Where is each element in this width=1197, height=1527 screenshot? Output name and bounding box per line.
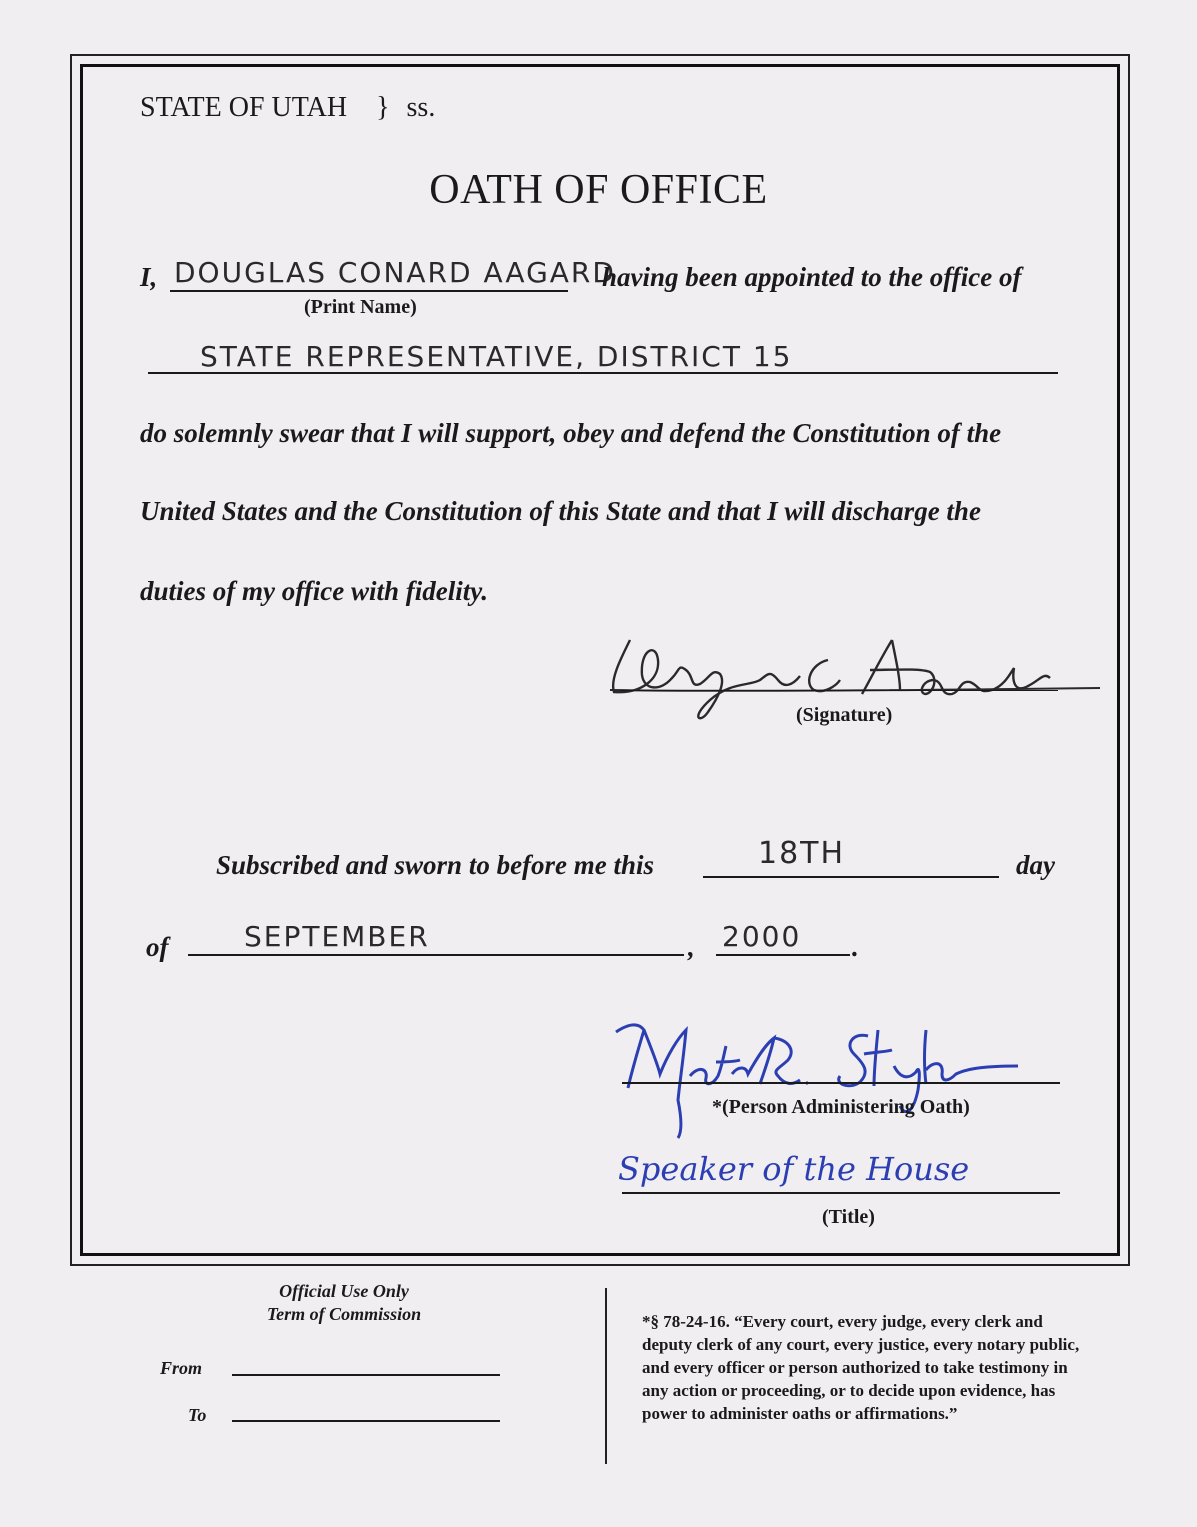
administrator-line — [622, 1082, 1060, 1084]
statute-line-2: deputy clerk of any court, every justice, every notary public, — [642, 1335, 1080, 1354]
oath-body-line-3: duties of my office with fidelity. — [140, 576, 488, 606]
signature-line — [620, 690, 1058, 691]
to-line — [232, 1420, 500, 1422]
day-label: day — [1016, 850, 1055, 880]
oath-body-line-1: do solemnly swear that I will support, obey and defend the Constitution of the — [140, 418, 1002, 448]
title-value: Speaker of the House — [618, 1150, 970, 1188]
month-value: SEPTEMBER — [244, 920, 430, 953]
oath-prefix: I, — [140, 262, 158, 292]
office-value: STATE REPRESENTATIVE, DISTRICT 15 — [200, 340, 793, 373]
sworn-text: Subscribed and sworn to before me this — [216, 850, 655, 880]
print-name-caption: (Print Name) — [304, 296, 417, 318]
month-comma: , — [688, 932, 695, 962]
statute-line-1: *§ 78-24-16. “Every court, every judge, every clerk and — [642, 1312, 1043, 1331]
oath-body-line-2: United States and the Constitution of this State and that I will discharge the — [140, 496, 981, 526]
statute-line-5: power to administer oaths or affirmations.” — [642, 1404, 958, 1423]
year-line — [716, 954, 850, 956]
footer-divider — [605, 1288, 607, 1464]
page-title: OATH OF OFFICE — [429, 167, 768, 213]
day-value: 18TH — [758, 836, 846, 871]
appointed-text: having been appointed to the office of — [602, 262, 1022, 292]
title-line — [622, 1192, 1060, 1194]
from-label: From — [160, 1358, 203, 1378]
of-label: of — [146, 932, 169, 962]
title-caption: (Title) — [822, 1206, 875, 1228]
year-value: 2000 — [722, 920, 802, 953]
name-line — [170, 290, 568, 292]
administrator-caption: *(Person Administering Oath) — [712, 1096, 970, 1118]
from-line — [232, 1374, 500, 1376]
statute-line-4: any action or proceeding, or to decide upon evidence, has — [642, 1381, 1056, 1400]
statute-line-3: and every officer or person authorized to take testimony in — [642, 1358, 1068, 1377]
state-heading — [140, 92, 435, 124]
ss-label: ss. — [406, 92, 436, 123]
state-label: STATE OF UTAH — [140, 92, 348, 123]
printed-name: DOUGLAS CONARD AAGARD — [174, 256, 616, 289]
statute-note — [642, 1310, 1079, 1425]
office-line — [148, 372, 1058, 374]
to-label: To — [188, 1405, 207, 1425]
month-line — [188, 954, 684, 956]
administrator-signature — [608, 1010, 1028, 1140]
brace: } — [376, 92, 390, 123]
official-use-label: Official Use Only — [279, 1281, 409, 1301]
signature-caption: (Signature) — [796, 704, 893, 726]
day-line — [703, 876, 999, 878]
term-label: Term of Commission — [266, 1304, 422, 1324]
year-period: . — [852, 932, 859, 962]
